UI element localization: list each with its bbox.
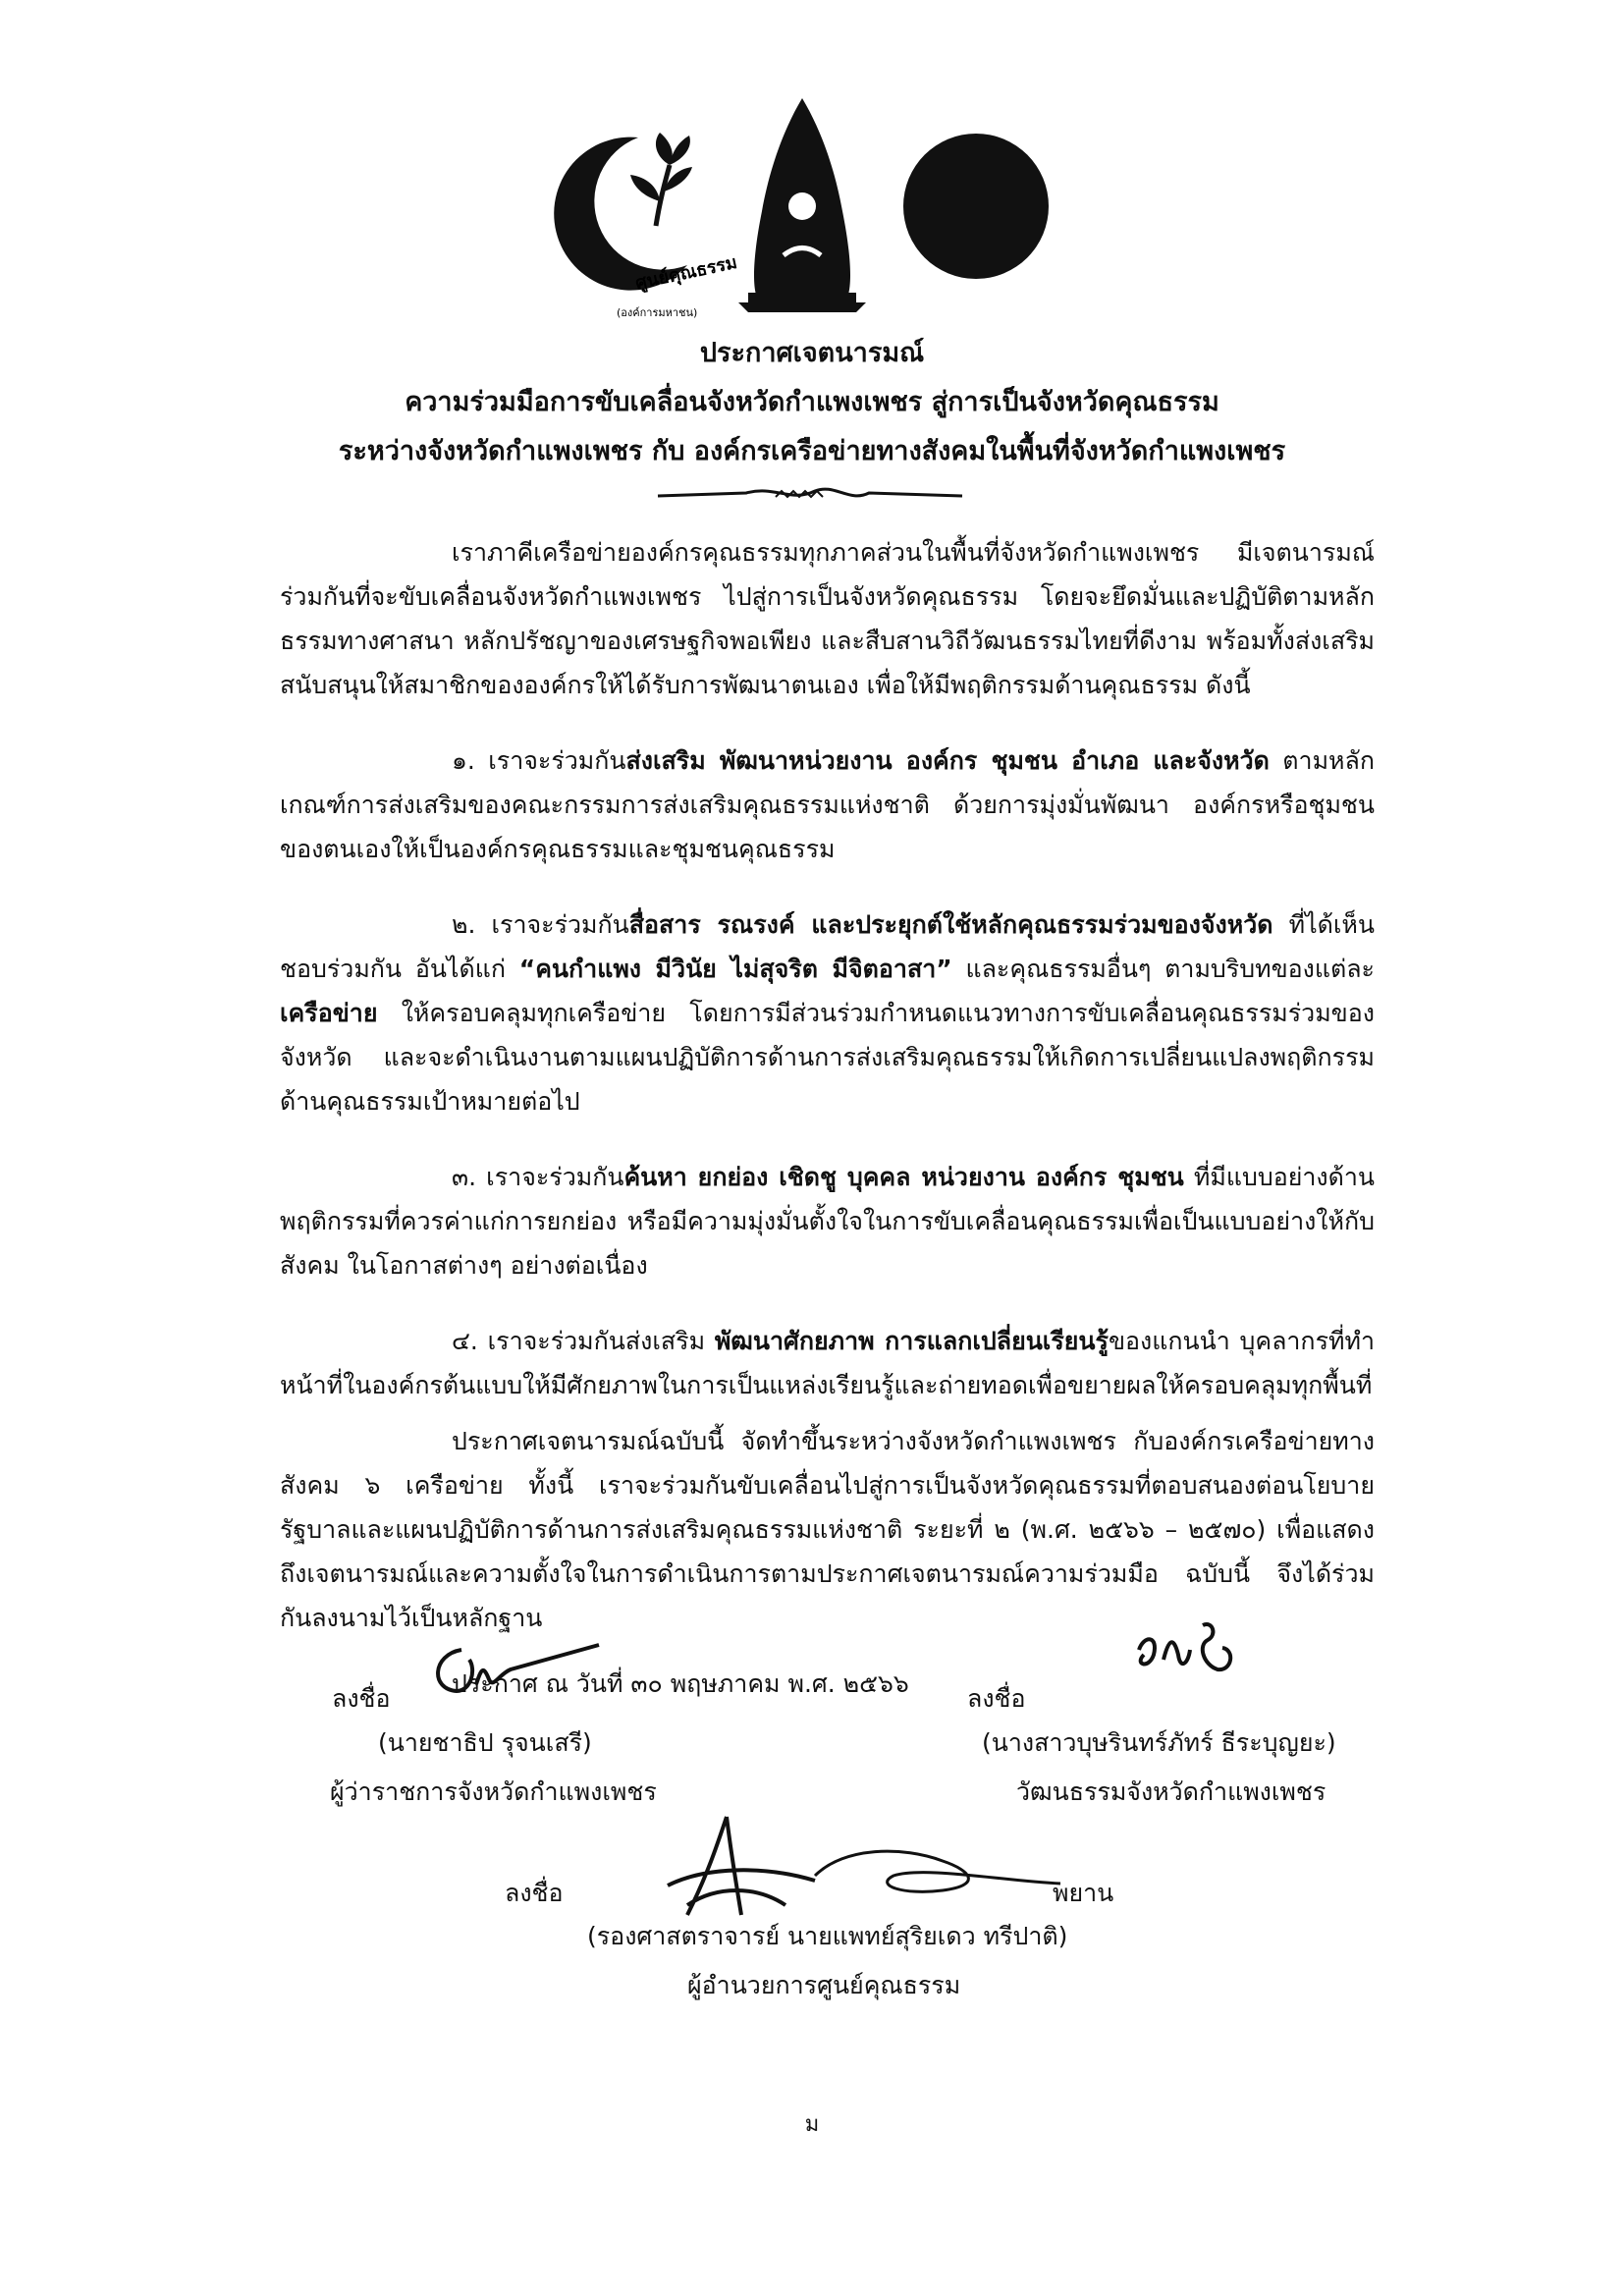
page-number: ม [804,2112,820,2137]
item-1-rest: ตามหลักเกณฑ์การส่งเสริมของคณะกรรมการส่งเสริมคุณธรรมแห่งชาติ ด้วยการมุ่งมั่นพัฒนา องค์กรหรือชุมชนของตนเองให้เป็นองค์กรคุณธรรมและชุมชนคุณธรรม [280,746,1375,863]
logo-row [0,0,1624,334]
decorative-divider [0,481,1624,511]
item-2-lead: ๒. เราจะร่วมกัน [452,910,629,939]
witness-position: ผู้อำนวยการศูนย์คุณธรรม [687,1971,961,1999]
left-logo-subtext: (องค์การมหาชน) [617,306,698,319]
item-3-rest: ที่มีแบบอย่างด้านพฤติกรรมที่ควรค่าแก่การยกย่อง หรือมีความมุ่งมั่นตั้งใจในการขับเคลื่อนคุณธรรมเพื่อเป็นแบบอย่างให้กับสังคม ในโอกาสต่างๆ อย่างต่อเนื่อง [280,1163,1375,1280]
provincial-seal-logo [738,98,866,312]
item-2-rest-a: ที่ได้เห็นชอบร่วมกัน อันได้แก่ [280,910,1375,983]
item-4-lead: ๔. เราจะร่วมกันส่งเสริม [452,1327,715,1355]
left-signer-position: ผู้ว่าราชการจังหวัดกำแพงเพชร [330,1777,657,1806]
witness-name: (รองศาสตราจารย์ นายแพทย์สุริยเดว ทรีปาติ) [587,1922,1068,1950]
header-line-1: ประกาศเจตนารมณ์ [699,338,925,368]
item-2 [280,902,1375,1123]
item-3-lead: ๓. เราจะร่วมกัน [452,1163,624,1191]
left-logo-text: ศูนย์คุณธรรม [633,251,739,295]
witness-suffix: พยาน [1053,1879,1114,1907]
witness-sign-label: ลงชื่อ [505,1879,564,1907]
right-signer-position: วัฒนธรรมจังหวัดกำแพงเพชร [1016,1777,1326,1806]
left-sign-label: ลงชื่อ [332,1684,391,1713]
item-2-quote: “คนกำแพง มีวินัย ไม่สุจริต มีจิตอาสา” [518,955,952,983]
item-4 [280,1319,1375,1407]
item-4-bold: พัฒนาศักยภาพ การแลกเปลี่ยนเรียนรู้ [714,1327,1109,1355]
left-signer-name: (นายชาธิป รุจนเสรี) [378,1728,592,1757]
right-signer-name: (นางสาวบุษรินทร์ภัทร์ ธีระบุญยะ) [982,1728,1336,1757]
round-seal-logo [903,134,1049,279]
header-line-3: ระหว่างจังหวัดกำแพงเพชร กับ องค์กรเครือข่ายทางสังคมในพื้นที่จังหวัดกำแพงเพชร [338,436,1286,466]
item-2-rest-c: ให้ครอบคลุมทุกเครือข่าย โดยการมีส่วนร่วมกำหนดแนวทางการขับเคลื่อนคุณธรรมร่วมของจังหวัด และจะดำเนินงานตามแผนปฏิบัติการด้านการส่งเสริมคุณธรรมให้เกิดการเปลี่ยนแปลงพฤติกรรมด้านคุณธรรมเป้าหมายต่อไป [280,999,1375,1116]
item-3 [280,1155,1375,1287]
item-1-lead: ๑. เราจะร่วมกัน [452,746,626,775]
header-line-2: ความร่วมมือการขับเคลื่อนจังหวัดกำแพงเพชร สู่การเป็นจังหวัดคุณธรรม [405,387,1219,417]
item-3-bold: ค้นหา ยกย่อง เชิดชู บุคคล หน่วยงาน องค์กร ชุมชน [623,1163,1184,1191]
closing-paragraph: ประกาศเจตนารมณ์ฉบับนี้ จัดทำขึ้นระหว่างจังหวัดกำแพงเพชร กับองค์กรเครือข่ายทางสังคม ๖ เครือข่าย ทั้งนี้ เราจะร่วมกันขับเคลื่อนไปสู่การเป็นจังหวัดคุณธรรมที่ตอบสนองต่อนโยบายรัฐบาลและแผนปฏิบัติการด้านการส่งเสริมคุณธรรมแห่งชาติ ระยะที่ ๒ (พ.ศ. ๒๕๖๖ – ๒๕๗๐) เพื่อแสดงถึงเจตนารมณ์และความตั้งใจในการดำเนินการตามประกาศเจตนารมณ์ความร่วมมือ ฉบับนี้ จึงได้ร่วมกันลงนามไว้เป็นหลักฐาน [280,1427,1375,1632]
item-2-rest-b: และคุณธรรมอื่นๆ ตามบริบทของแต่ละ [951,955,1375,983]
item-2-bold-2: เครือข่าย [280,999,378,1027]
date-line: ประกาศ ณ วันที่ ๓๐ พฤษภาคม พ.ศ. ๒๕๖๖ [452,1669,909,1698]
witness-signature-mark [648,1807,1080,1935]
item-1-bold: ส่งเสริม พัฒนาหน่วยงาน องค์กร ชุมชน อำเภอ และจังหวัด [625,746,1270,775]
item-4-rest: ของแกนนำ บุคลากรที่ทำหน้าที่ในองค์กรต้นแบบให้มีศักยภาพในการเป็นแหล่งเรียนรู้และถ่ายทอดเพื่อขยายผลให้ครอบคลุมทุกพื้นที่ [280,1327,1375,1399]
right-sign-label: ลงชื่อ [967,1684,1026,1713]
left-signature-mark [422,1630,619,1709]
document-body [280,530,1375,1706]
item-1 [280,738,1375,871]
intro-paragraph: เราภาคีเครือข่ายองค์กรคุณธรรมทุกภาคส่วนในพื้นที่จังหวัดกำแพงเพชร มีเจตนารมณ์ร่วมกันที่จะขับเคลื่อนจังหวัดกำแพงเพชร ไปสู่การเป็นจังหวัดคุณธรรม โดยจะยึดมั่นและปฏิบัติตามหลักธรรมทางศาสนา หลักปรัชญาของเศรษฐกิจพอเพียง และสืบสานวิถีวัฒนธรรมไทยที่ดีงาม พร้อมทั้งส่งเสริมสนับสนุนให้สมาชิกขององค์กรให้ได้รับการพัฒนาตนเอง เพื่อให้มีพฤติกรรมด้านคุณธรรม ดังนี้ [280,538,1375,699]
item-2-bold: สื่อสาร รณรงค์ และประยุกต์ใช้หลักคุณธรรมร่วมของจังหวัด [628,910,1273,939]
right-signature-mark [1119,1611,1267,1699]
